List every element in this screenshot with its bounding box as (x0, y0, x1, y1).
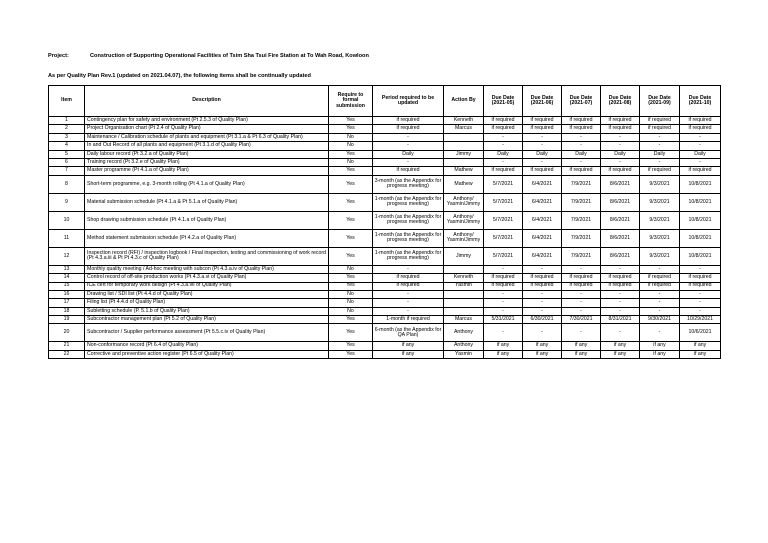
item-number: 10 (49, 211, 85, 229)
table-row (49, 193, 721, 211)
table-cell: Daily (373, 150, 444, 158)
table-cell: Mathew (444, 175, 484, 193)
table-cell: if required (484, 167, 523, 175)
table-cell: Yes (329, 324, 373, 342)
table-cell: if required (484, 274, 523, 282)
column-header: Action By (444, 86, 484, 117)
table-cell: 6/4/2021 (523, 247, 562, 265)
table-cell: if required (373, 117, 444, 125)
table-cell: Daily (601, 150, 640, 158)
table-cell: - (373, 133, 444, 141)
table-cell: - (484, 133, 523, 141)
table-cell: 7/9/2021 (562, 211, 601, 229)
table-cell: 1-month (as the Appendix for progress meeting) (373, 211, 444, 229)
table-cell: Yasmin (444, 350, 484, 358)
item-number: 17 (49, 299, 85, 307)
table-row (49, 150, 721, 158)
table-cell: if required (523, 117, 562, 125)
table-cell: 9/3/2021 (640, 175, 680, 193)
table-cell: 8/6/2021 (601, 229, 640, 247)
table-cell: - (680, 158, 721, 166)
table-cell: - (484, 265, 523, 273)
table-cell: if required (680, 117, 721, 125)
table-cell: - (640, 142, 680, 150)
table-cell: Yes (329, 282, 373, 290)
table-cell: 1-month (as the Appendix for progress meeting) (373, 193, 444, 211)
table-cell: if required (484, 282, 523, 290)
table-cell: 5/7/2021 (484, 229, 523, 247)
column-header: Due Date (2021-06) (523, 86, 562, 117)
table-cell: Anthony (444, 324, 484, 342)
table-cell: - (523, 299, 562, 307)
table-cell: - (523, 133, 562, 141)
table-cell: - (523, 307, 562, 315)
table-cell: if required (640, 282, 680, 290)
table-cell: - (523, 142, 562, 150)
item-description: Drawing list / SDI list (Pt 4.4.d of Quality Plan) (85, 290, 329, 298)
table-cell (444, 290, 484, 298)
table-cell: 8/6/2021 (601, 175, 640, 193)
item-description: Material submission schedule (Pt 4.1.a & Pt 5.1.a of Quality Plan) (85, 193, 329, 211)
item-description: Contingency plan for safety and environment (Pt 2.5.3 of Quality Plan) (85, 117, 329, 125)
table-cell: - (680, 307, 721, 315)
table-cell: Anthony/ Yasmin/Jimmy (444, 229, 484, 247)
table-row (49, 247, 721, 265)
table-cell: 10/8/2021 (680, 229, 721, 247)
table-cell: if any (373, 350, 444, 358)
table-cell: 5/7/2021 (484, 211, 523, 229)
table-cell: - (373, 158, 444, 166)
table-cell: if required (680, 167, 721, 175)
table-cell: 1-month (as the Appendix for progress meeting) (373, 247, 444, 265)
item-description: Short-term programme, e.g. 3-month rolling (Pt 4.1.a of Quality Plan) (85, 175, 329, 193)
table-cell: Anthony/ Yasmin/Jimmy (444, 193, 484, 211)
table-cell: - (523, 290, 562, 298)
table-cell: if required (601, 274, 640, 282)
table-cell: Yes (329, 125, 373, 133)
table-cell: - (373, 307, 444, 315)
item-description: Method statement submission schedule (Pt 4.2.a of Quality Plan) (85, 229, 329, 247)
item-number: 12 (49, 247, 85, 265)
table-cell: Yasmin (444, 282, 484, 290)
table-cell (444, 133, 484, 141)
project-line (48, 53, 369, 59)
table-cell: No (329, 299, 373, 307)
table-cell: Yes (329, 247, 373, 265)
item-number: 14 (49, 274, 85, 282)
table-cell: - (484, 158, 523, 166)
table-cell: 5/7/2021 (484, 175, 523, 193)
table-cell: - (484, 307, 523, 315)
header-row (49, 86, 721, 117)
item-description: Shop drawing submission schedule (Pt 4.1.a of Quality Plan) (85, 211, 329, 229)
item-description: Master programme (Pt 4.1.a of Quality Plan) (85, 167, 329, 175)
table-cell: if required (562, 125, 601, 133)
table-cell: - (373, 265, 444, 273)
item-number: 20 (49, 324, 85, 342)
table-cell: - (373, 299, 444, 307)
table-cell: if required (640, 117, 680, 125)
table-cell: - (680, 133, 721, 141)
table-cell: - (562, 299, 601, 307)
table-cell: 7/9/2021 (562, 175, 601, 193)
table-cell: 7/9/2021 (562, 247, 601, 265)
table-cell: if any (562, 342, 601, 350)
item-number: 15 (49, 282, 85, 290)
table-cell: 5/31/2021 (484, 316, 523, 324)
table-row (49, 175, 721, 193)
table-cell: if required (640, 274, 680, 282)
item-description: Corrective and preventive action register (Pt 6.5 of Quality Plan) (85, 350, 329, 358)
table-cell: Daily (484, 150, 523, 158)
item-description: Monthly quality meeting / Ad-hoc meeting with subcon (Pt 4.3.a.iv of Quality Plan) (85, 265, 329, 273)
table-cell: Anthony (444, 342, 484, 350)
table-cell: if any (680, 342, 721, 350)
quality-plan-table (48, 85, 721, 359)
table-row (49, 125, 721, 133)
table-cell: - (562, 324, 601, 342)
table-cell: 6-month (as the Appendix for QA Plan) (373, 324, 444, 342)
project-label: Project: (48, 53, 69, 59)
table-cell: - (640, 324, 680, 342)
table-row (49, 350, 721, 358)
table-cell: if any (680, 350, 721, 358)
item-description: Project Organisation chart (Pt 2.4 of Quality Plan) (85, 125, 329, 133)
table-cell: Marcus (444, 316, 484, 324)
item-number: 8 (49, 175, 85, 193)
table-cell: if required (680, 282, 721, 290)
subtitle: As per Quality Plan Rev.1 (updated on 2021.04.07), the following items shall be continually updated (48, 73, 311, 79)
item-number: 21 (49, 342, 85, 350)
table-cell: Jimmy (444, 150, 484, 158)
table-cell: Kenneth (444, 117, 484, 125)
table-cell: No (329, 290, 373, 298)
table-cell: No (329, 142, 373, 150)
table-cell: - (523, 158, 562, 166)
item-description: In and Out Record of all plants and equipment (Pt 3.1.d of Quality Plan) (85, 142, 329, 150)
item-description: Filing list (Pt 4.4.d of Quality Plan) (85, 299, 329, 307)
table-cell: - (640, 158, 680, 166)
table-cell: if required (373, 282, 444, 290)
table-cell: 6/4/2021 (523, 229, 562, 247)
item-description: ICE cert for temporary work design (Pt 4.3.a.vii of Quality Plan) (85, 282, 329, 290)
table-cell: Yes (329, 342, 373, 350)
table-cell: - (373, 142, 444, 150)
table-cell: 5/7/2021 (484, 247, 523, 265)
table-cell: - (373, 290, 444, 298)
item-number: 11 (49, 229, 85, 247)
item-number: 2 (49, 125, 85, 133)
table-cell: - (640, 307, 680, 315)
table-row (49, 282, 721, 290)
table-cell: 1-month if required (373, 316, 444, 324)
table-row (49, 299, 721, 307)
table-row (49, 324, 721, 342)
table-cell: 10/29/2021 (680, 316, 721, 324)
item-description: Subcontractor management plan (Pt 5.2 of Quality Plan) (85, 316, 329, 324)
table-cell: - (562, 142, 601, 150)
table-cell: - (562, 290, 601, 298)
table-cell: 9/3/2021 (640, 193, 680, 211)
table-cell: - (484, 324, 523, 342)
table-cell: if any (484, 342, 523, 350)
table-cell: No (329, 133, 373, 141)
table-cell: if any (523, 350, 562, 358)
table-cell: - (601, 324, 640, 342)
column-header: Due Date (2021-09) (640, 86, 680, 117)
column-header: Require to formal submission (329, 86, 373, 117)
table-cell: Yes (329, 175, 373, 193)
table-row (49, 229, 721, 247)
item-number: 1 (49, 117, 85, 125)
table-cell: - (484, 290, 523, 298)
table-cell: if required (601, 125, 640, 133)
table-cell: 6/30/2021 (523, 316, 562, 324)
table-cell: Marcus (444, 125, 484, 133)
item-number: 18 (49, 307, 85, 315)
table-cell: Yes (329, 117, 373, 125)
table-cell: Yes (329, 193, 373, 211)
table-cell (444, 158, 484, 166)
table-cell: if required (373, 167, 444, 175)
table-cell: 10/8/2021 (680, 211, 721, 229)
table-cell: if required (601, 167, 640, 175)
table-cell: 8/6/2021 (601, 193, 640, 211)
table-cell: Yes (329, 211, 373, 229)
table-cell: if required (523, 167, 562, 175)
table-cell: - (562, 133, 601, 141)
table-cell: 8/6/2021 (601, 211, 640, 229)
table-cell: 6/4/2021 (523, 193, 562, 211)
table-cell: Daily (640, 150, 680, 158)
table-cell: 9/30/2021 (640, 316, 680, 324)
table-cell: No (329, 265, 373, 273)
table-cell: 1-month (as the Appendix for progress meeting) (373, 229, 444, 247)
column-header: Item (49, 86, 85, 117)
table-cell: 10/8/2021 (680, 175, 721, 193)
table-cell: - (523, 265, 562, 273)
table-cell: - (484, 299, 523, 307)
table-cell: Daily (523, 150, 562, 158)
table-cell: 10/6/2021 (680, 324, 721, 342)
table-cell: - (680, 265, 721, 273)
column-header: Due Date (2021-05) (484, 86, 523, 117)
table-cell: if required (601, 282, 640, 290)
column-header: Due Date (2021-08) (601, 86, 640, 117)
table-cell: Daily (680, 150, 721, 158)
item-number: 4 (49, 142, 85, 150)
table-cell: - (484, 142, 523, 150)
table-row (49, 290, 721, 298)
table-cell: - (680, 290, 721, 298)
table-cell: if required (373, 274, 444, 282)
table-cell: 8/6/2021 (601, 247, 640, 265)
table-cell: Yes (329, 350, 373, 358)
table-cell: - (562, 265, 601, 273)
table-cell: Mathew (444, 167, 484, 175)
table-cell: 8/31/2021 (601, 316, 640, 324)
table-row (49, 133, 721, 141)
table-cell: 7/30/2021 (562, 316, 601, 324)
table-cell: - (601, 142, 640, 150)
table-cell: - (601, 299, 640, 307)
table-cell: if required (680, 274, 721, 282)
item-description: Maintenance / Calibration schedule of plants and equipment (Pt 3.1.a & Pt 6.3 of Quality Plan) (85, 133, 329, 141)
table-cell: if required (680, 125, 721, 133)
table-cell: 5/7/2021 (484, 193, 523, 211)
table-cell: No (329, 158, 373, 166)
table-cell: 7/9/2021 (562, 193, 601, 211)
table-cell: Yes (329, 274, 373, 282)
table-cell: 10/8/2021 (680, 193, 721, 211)
table-cell: - (601, 133, 640, 141)
project-title: Construction of Supporting Operational Facilities of Tsim Sha Tsui Fire Station at To Wah Road, Kowloon (90, 53, 369, 59)
table-row (49, 211, 721, 229)
table-cell: - (601, 265, 640, 273)
table-cell: - (562, 307, 601, 315)
table-cell: if required (562, 167, 601, 175)
item-number: 6 (49, 158, 85, 166)
table-cell: - (601, 307, 640, 315)
table-cell: Yes (329, 316, 373, 324)
item-number: 19 (49, 316, 85, 324)
table-cell: if any (373, 342, 444, 350)
item-number: 9 (49, 193, 85, 211)
table-row (49, 274, 721, 282)
item-number: 5 (49, 150, 85, 158)
table-cell: if any (523, 342, 562, 350)
item-number: 7 (49, 167, 85, 175)
table-cell: if required (373, 125, 444, 133)
table-cell: - (640, 265, 680, 273)
table-cell: 9/3/2021 (640, 247, 680, 265)
table-row (49, 142, 721, 150)
table-cell: if required (523, 282, 562, 290)
table-cell: - (680, 142, 721, 150)
table-cell: if any (562, 350, 601, 358)
table-cell (444, 307, 484, 315)
table-cell: if required (601, 117, 640, 125)
item-description: Subcontractor / Supplier performance assessment (Pt 5.5.c.iv of Quality Plan) (85, 324, 329, 342)
table-cell: - (562, 158, 601, 166)
column-header: Due Date (2021-07) (562, 86, 601, 117)
item-description: Control record of off-site production works (Pt 4.3.a.vi of Quality Plan) (85, 274, 329, 282)
table-cell: Anthony/ Yasmin/Jimmy (444, 211, 484, 229)
table-cell: 7/9/2021 (562, 229, 601, 247)
table-cell: - (640, 299, 680, 307)
item-description: Subletting schedule (P. 5.1.b of Quality Plan) (85, 307, 329, 315)
item-number: 13 (49, 265, 85, 273)
table-cell: - (680, 299, 721, 307)
table-cell: if any (640, 350, 680, 358)
table-cell: if required (640, 125, 680, 133)
table-cell: if required (484, 117, 523, 125)
item-description: Non-conformance record (Pt 6.4 of Quality Plan) (85, 342, 329, 350)
table-row (49, 342, 721, 350)
table-cell: 9/3/2021 (640, 211, 680, 229)
table-row (49, 265, 721, 273)
table-cell: 6/4/2021 (523, 175, 562, 193)
table-row (49, 117, 721, 125)
table-row (49, 316, 721, 324)
item-number: 3 (49, 133, 85, 141)
table-cell: Yes (329, 167, 373, 175)
table-row (49, 158, 721, 166)
table-cell: if required (562, 274, 601, 282)
table-cell (444, 142, 484, 150)
item-number: 16 (49, 290, 85, 298)
column-header: Description (85, 86, 329, 117)
table-cell: Kenneth (444, 274, 484, 282)
item-description: Inspection record (RFI) / inspection logbook / Final inspection, testing and commissioning of work record (Pt 4.3.a.iii & Pt Pt 4.3.c of Quality Plan) (85, 247, 329, 265)
table-cell: - (601, 158, 640, 166)
table-cell (444, 299, 484, 307)
table-cell: 6/4/2021 (523, 211, 562, 229)
table-cell: Yes (329, 229, 373, 247)
table-cell: - (523, 324, 562, 342)
item-description: Training record (Pt 3.2.e of Quality Plan) (85, 158, 329, 166)
table-cell: if required (484, 125, 523, 133)
table-cell: 10/8/2021 (680, 247, 721, 265)
table-row (49, 167, 721, 175)
table-body (49, 117, 721, 359)
table-cell: if required (523, 274, 562, 282)
table-cell: - (601, 290, 640, 298)
table-cell: Yes (329, 150, 373, 158)
table-cell: - (640, 290, 680, 298)
item-description: Daily labour record (Pt 3.2.a of Quality Plan) (85, 150, 329, 158)
table-cell: if required (640, 167, 680, 175)
table-cell: Jimmy (444, 247, 484, 265)
table-cell: if any (601, 350, 640, 358)
column-header: Period required to be updated (373, 86, 444, 117)
table-cell: if any (484, 350, 523, 358)
table-cell: 3-month (as the Appendix for progress meeting) (373, 175, 444, 193)
table-row (49, 307, 721, 315)
table-cell: 9/3/2021 (640, 229, 680, 247)
table-cell: if required (523, 125, 562, 133)
item-number: 22 (49, 350, 85, 358)
table-cell: if any (601, 342, 640, 350)
column-header: Due Date (2021-10) (680, 86, 721, 117)
table-cell: - (640, 133, 680, 141)
table-cell: Daily (562, 150, 601, 158)
table-cell (444, 265, 484, 273)
table-cell: if required (562, 117, 601, 125)
table-cell: No (329, 307, 373, 315)
table-cell: if any (640, 342, 680, 350)
table-cell: if required (562, 282, 601, 290)
